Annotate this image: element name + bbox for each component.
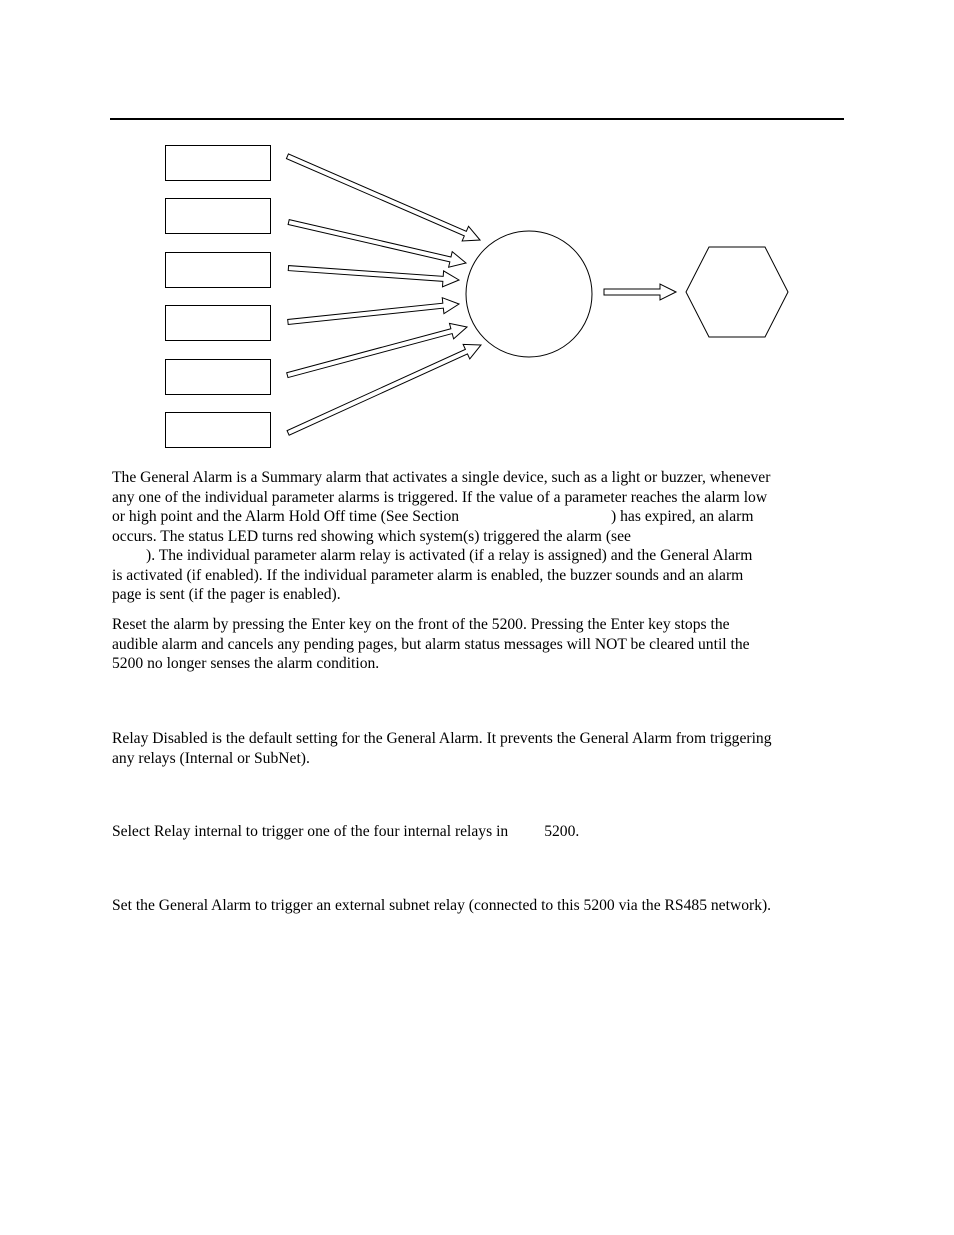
- text-line: audible alarm and cancels any pending pages, but alarm status messages will NOT be cleared until the: [112, 635, 750, 653]
- general-alarm-description: [112, 468, 848, 605]
- text-fragment: Select Relay internal to trigger one of the four internal relays in: [112, 823, 509, 840]
- text-line: [112, 546, 848, 566]
- parameter-box: [166, 413, 271, 448]
- text-line: page is sent (if the pager is enabled).: [112, 586, 341, 603]
- input-arrow: [288, 260, 460, 288]
- text-line: Reset the alarm by pressing the Enter key on the front of the 5200. Pressing the Enter key stops the: [112, 616, 730, 633]
- alarm-summary-diagram: [0, 0, 954, 470]
- output-arrow: [604, 284, 676, 300]
- relay-internal-paragraph: [112, 822, 848, 842]
- text-line: Relay Disabled is the default setting for the General Alarm. It prevents the General Alarm from triggering: [112, 730, 772, 747]
- input-arrows: [284, 149, 484, 440]
- general-alarm-circle: [466, 231, 592, 357]
- input-arrow: [285, 319, 469, 383]
- text-fragment: or high point and the Alarm Hold Off time (See Section: [112, 508, 460, 525]
- text-line: is activated (if enabled). If the individual parameter alarm is enabled, the buzzer sounds and an alarm: [112, 566, 744, 584]
- text-line: The General Alarm is a Summary alarm that activates a single device, such as a light or buzzer, whenever: [112, 469, 771, 486]
- text-line: [112, 507, 848, 527]
- input-arrow: [285, 338, 485, 440]
- parameter-box: [166, 146, 271, 181]
- text-fragment: ). The individual parameter alarm relay is activated (if a relay is assigned) and the General Alarm: [146, 547, 753, 564]
- input-arrow: [284, 149, 483, 247]
- text-line: Set the General Alarm to trigger an external subnet relay (connected to this 5200 via the RS485 network).: [112, 897, 772, 914]
- text-line: 5200 no longer senses the alarm condition.: [112, 655, 380, 672]
- text-line: occurs. The status LED turns red showing which system(s) triggered the alarm (see: [112, 527, 631, 545]
- relay-subnet-paragraph: [112, 896, 848, 916]
- parameter-box: [166, 199, 271, 234]
- parameter-boxes: [166, 146, 271, 448]
- text-line: any one of the individual parameter alarms is triggered. If the value of a parameter reaches the alarm low: [112, 488, 768, 506]
- text-fragment: 5200.: [544, 823, 580, 840]
- parameter-box: [166, 253, 271, 288]
- output-device-hexagon: [686, 247, 788, 337]
- relay-disabled-paragraph: [112, 729, 848, 768]
- text-line: any relays (Internal or SubNet).: [112, 749, 310, 767]
- parameter-box: [166, 360, 271, 395]
- parameter-box: [166, 306, 271, 341]
- text-fragment: ) has expired, an alarm: [611, 508, 754, 525]
- reset-alarm-paragraph: [112, 615, 848, 674]
- text-line: [112, 822, 848, 842]
- input-arrow: [287, 296, 460, 330]
